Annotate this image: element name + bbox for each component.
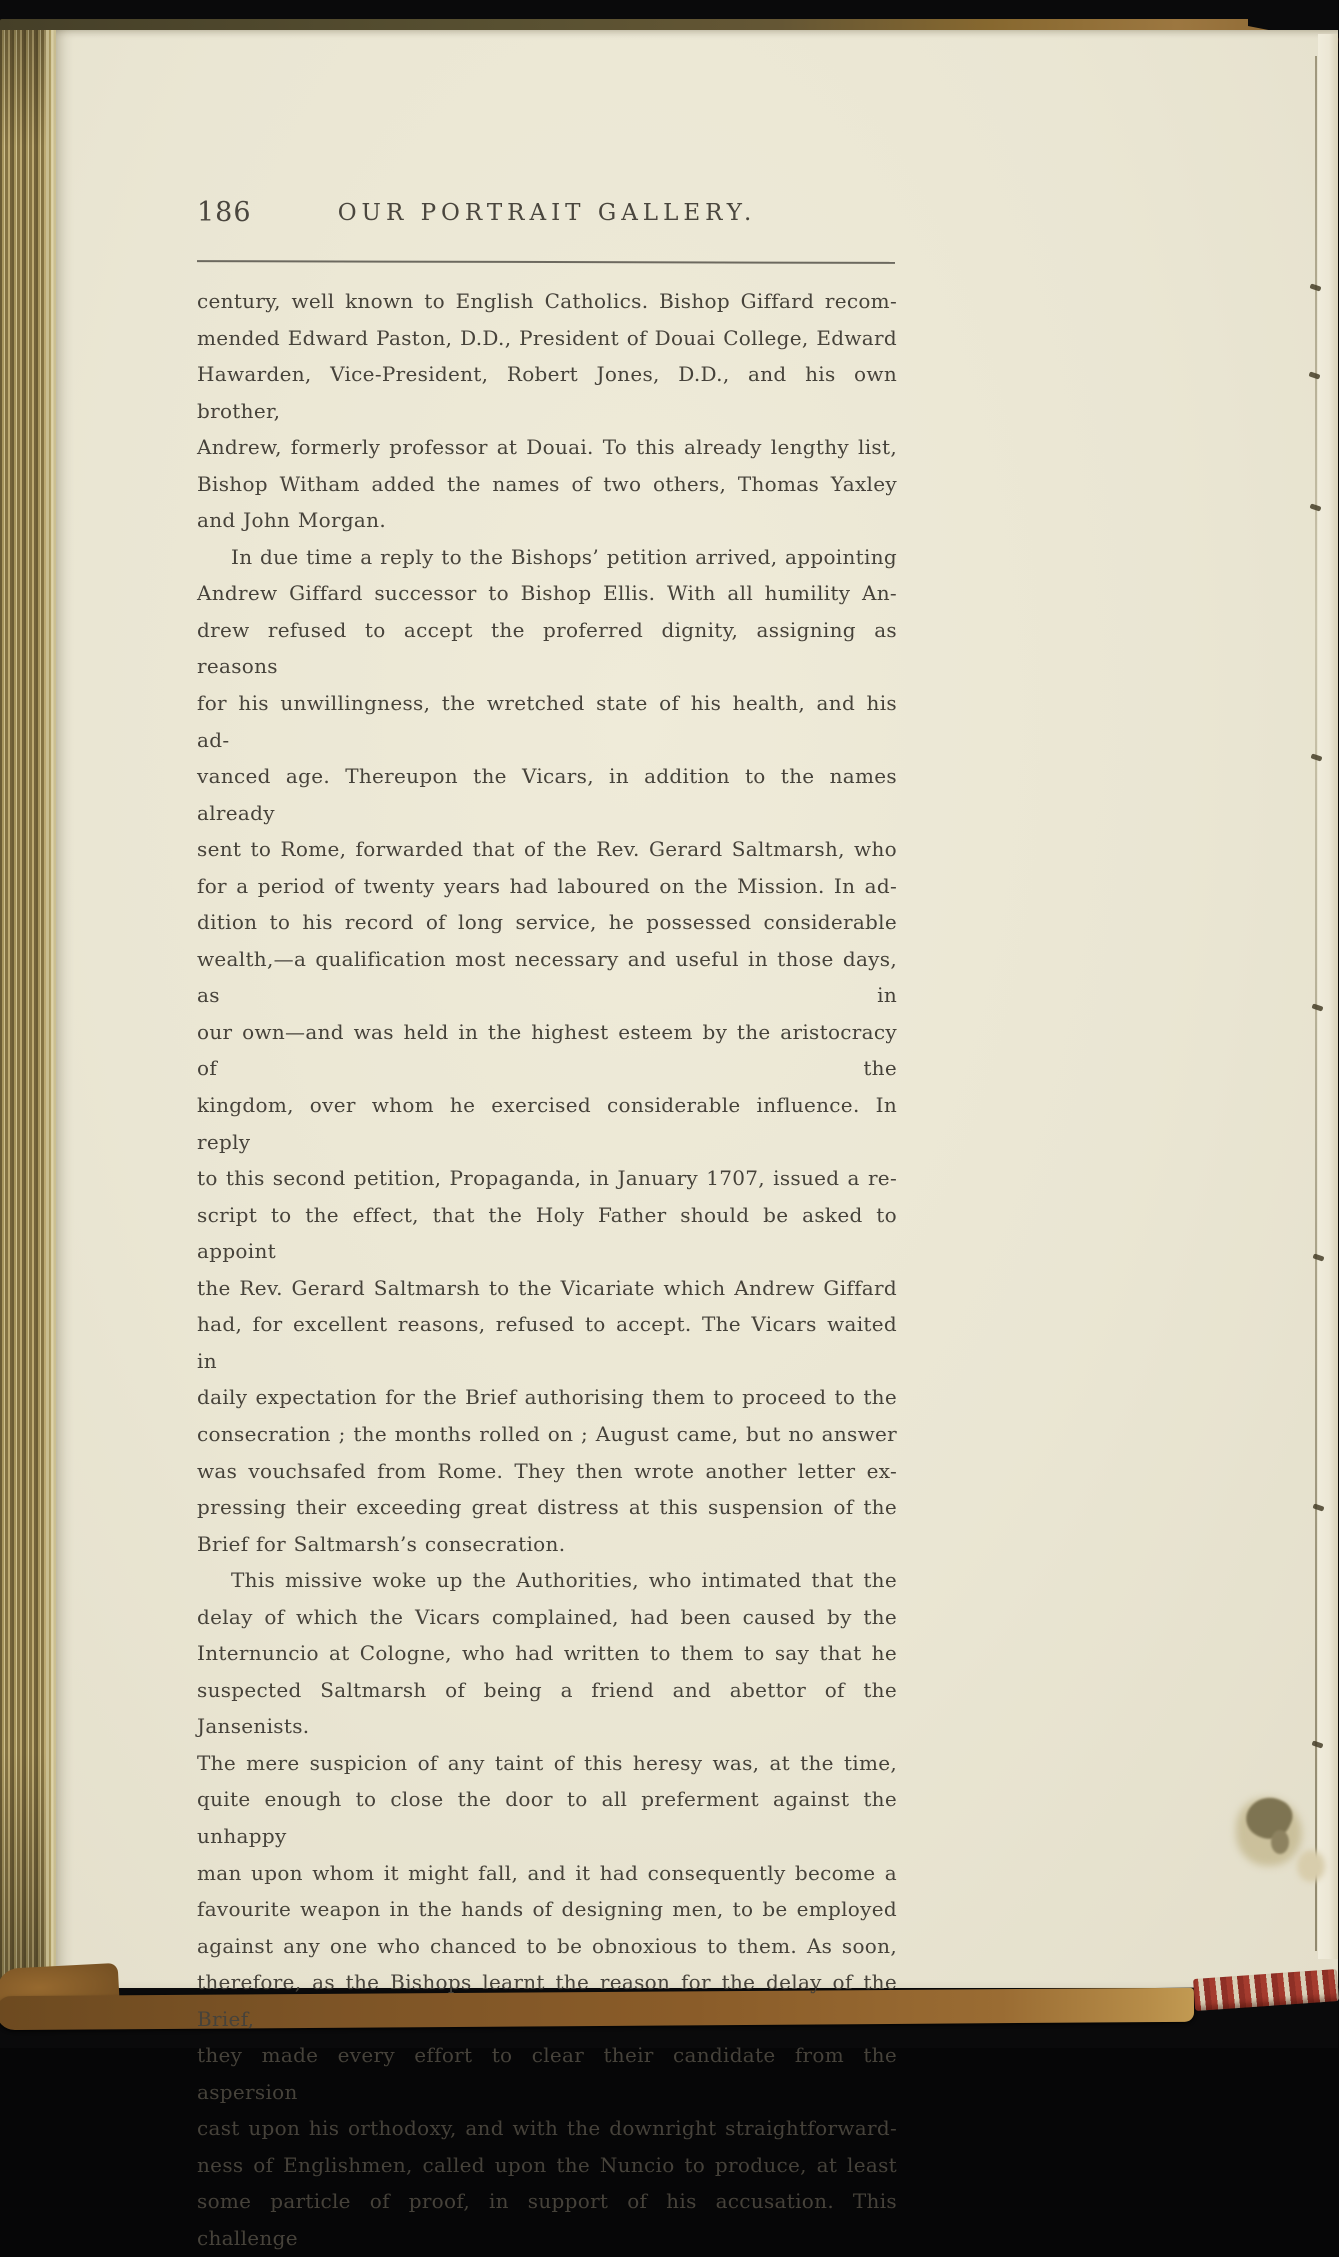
text-line: delay of which the Vicars complained, had been caused by the: [197, 1604, 897, 1629]
text-line: to this second petition, Propaganda, in January 1707, issued a re-: [197, 1166, 897, 1191]
text-line: was vouchsafed from Rome. They then wrote another letter ex-: [197, 1458, 897, 1483]
page-fore-edge-right: [1318, 34, 1338, 1959]
text-line: dition to his record of long service, he possessed considerable: [197, 910, 897, 935]
text-line: and John Morgan.: [197, 508, 386, 533]
text-line: Hawarden, Vice-President, Robert Jones, D.D., and his own brother,: [197, 362, 897, 423]
text-line: suspected Saltmarsh of being a friend and abettor of the Jansenists.: [197, 1677, 897, 1739]
text-line: century, well known to English Catholics. Bishop Giffard recom-: [197, 289, 897, 313]
text-line: they made every effort to clear their candidate from the aspersion: [197, 2043, 897, 2104]
text-line: kingdom, over whom he exercised considerable influence. In reply: [197, 1093, 897, 1154]
text-line: had, for excellent reasons, refused to accept. The Vicars waited in: [197, 1312, 897, 1373]
paragraph: [197, 283, 897, 539]
text-line: Andrew Giffard successor to Bishop Ellis. With all humility An-: [197, 581, 897, 606]
text-line: The mere suspicion of any taint of this heresy was, at the time,: [197, 1750, 897, 1775]
text-line: Bishop Witham added the names of two others, Thomas Yaxley: [197, 471, 897, 496]
text-line: Internuncio at Cologne, who had written to them to say that he: [197, 1641, 897, 1666]
paragraph: [197, 539, 897, 1562]
text-line: sent to Rome, forwarded that of the Rev. Gerard Saltmarsh, who: [197, 837, 897, 862]
text-line: consecration ; the months rolled on ; August came, but no answer: [197, 1421, 897, 1446]
text-line: against any one who chanced to be obnoxious to them. As soon,: [197, 1933, 897, 1958]
text-line: the Rev. Gerard Saltmarsh to the Vicariate which Andrew Giffard: [197, 1275, 897, 1300]
text-line: Andrew, formerly professor at Douai. To this already lengthy list,: [197, 435, 897, 460]
text-line: favourite weapon in the hands of designing men, to be employed: [197, 1897, 897, 1922]
text-line: vanced age. Thereupon the Vicars, in addition to the names already: [197, 764, 897, 825]
text-line: drew refused to accept the proferred dignity, assigning as reasons: [197, 617, 897, 679]
text-line: mended Edward Paston, D.D., President of Douai College, Edward: [197, 325, 897, 350]
text-line: daily expectation for the Brief authorising them to proceed to the: [197, 1385, 897, 1410]
text-line: cast upon his orthodoxy, and with the downright straightforward-: [197, 2116, 897, 2141]
page-stain-light: [1297, 1850, 1325, 1882]
running-header: OUR PORTRAIT GALLERY.: [337, 200, 757, 226]
text-line: In due time a reply to the Bishops’ petition arrived, appointing: [231, 544, 897, 569]
paragraph: [197, 1562, 897, 2256]
page-stain-tail: [1271, 1830, 1289, 1854]
text-line: our own—and was held in the highest esteem by the aristocracy of the: [197, 1019, 897, 1081]
text-line: for his unwillingness, the wretched state of his health, and his ad-: [197, 691, 897, 752]
text-line: pressing their exceeding great distress at this suspension of the: [197, 1495, 897, 1520]
text-line: some particle of proof, in support of his accusation. This challenge: [197, 2189, 897, 2250]
text-line: Brief for Saltmarsh’s consecration.: [197, 1531, 566, 1556]
text-line: wealth,—a qualification most necessary and useful in those days, as in: [197, 946, 897, 1008]
page-header: [197, 197, 897, 231]
text-line: This missive woke up the Authorities, who intimated that the: [231, 1568, 897, 1593]
page-number: 186: [197, 197, 252, 228]
page-text: [197, 283, 897, 2257]
text-line: quite enough to close the door to all preferment against the unhappy: [197, 1787, 897, 1848]
text-line: ness of Englishmen, called upon the Nuncio to produce, at least: [197, 2152, 897, 2177]
text-line: therefore, as the Bishops learnt the reason for the delay of the Brief,: [197, 1970, 897, 2031]
text-line: script to the effect, that the Holy Father should be asked to appoint: [197, 1202, 897, 1264]
text-line: for a period of twenty years had laboured on the Mission. In ad-: [197, 873, 897, 898]
text-line: man upon whom it might fall, and it had consequently become a: [197, 1860, 897, 1885]
